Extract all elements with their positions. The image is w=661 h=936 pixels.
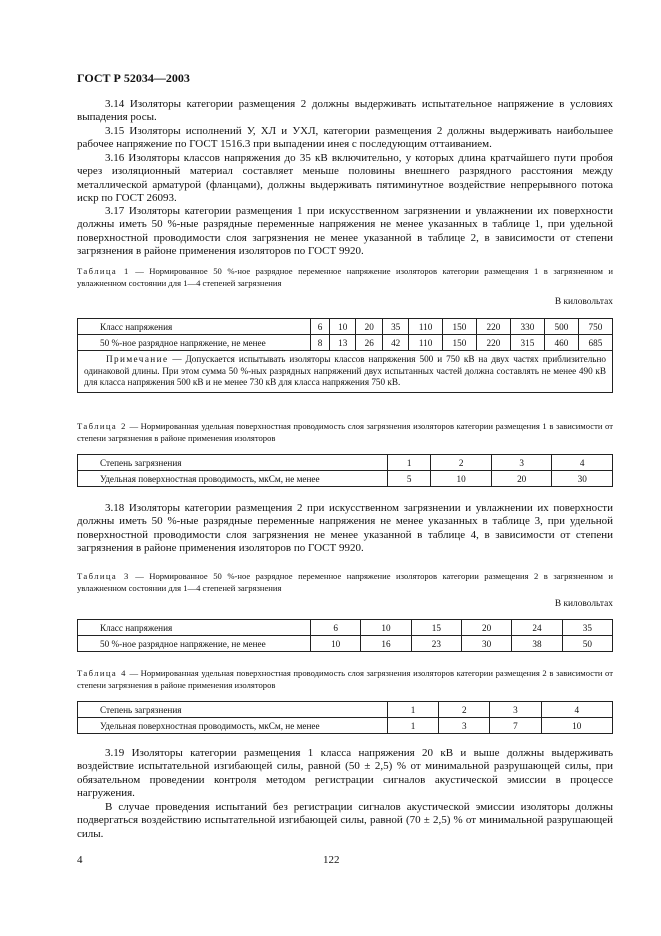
table-cell: 1 [388,455,431,471]
table-cell: 24 [512,620,562,636]
table3-row1-label: Класс напряжения [78,620,311,636]
table-row [78,455,613,471]
table-cell: 750 [578,319,612,335]
table-row [78,335,613,351]
table4 [77,701,613,734]
table-cell: 7 [490,718,541,734]
table-cell: 2 [431,455,492,471]
paragraph-3-14: 3.14 Изоляторы категории размещения 2 должны выдерживать испытательное напряжение в условиях выпадения росы. [77,98,613,124]
table2 [77,454,613,487]
table-cell: 15 [411,620,461,636]
table-cell: 150 [442,335,476,351]
table-cell: 26 [356,335,382,351]
table-cell: 30 [552,471,613,487]
table-cell: 35 [382,319,408,335]
table-cell: 10 [431,471,492,487]
paragraph-3-17: 3.17 Изоляторы категории размещения 1 при искусственном загрязнении и увлажнении их поверхности должны иметь 50 %-ные разрядные переменные напряжения не менее указанных в таблице 1, при удельной поверхностной проводимости слоя загрязнения не менее указанной в таблице 2, в зависимости от степени загрязнения в районе применения изоляторов по ГОСТ 9920. [77,205,613,258]
table-cell: 20 [356,319,382,335]
table-cell: 5 [388,471,431,487]
table-cell: 110 [409,319,442,335]
table-cell: 3 [491,455,552,471]
table-cell: 13 [329,335,355,351]
table2-row2-label: Удельная поверхностная проводимость, мкСм, не менее [78,471,388,487]
table1-unit: В киловольтах [554,297,613,307]
page-number-left: 4 [77,854,83,866]
paragraph-3-15: 3.15 Изоляторы исполнений У, ХЛ и УХЛ, категории размещения 2 должны выдерживать наибольшее рабочее напряжение по ГОСТ 1516.3 при выпадении инея с последующим оттаиванием. [77,125,613,151]
table-cell: 460 [544,335,578,351]
table-cell: 1 [388,702,439,718]
table-cell: 6 [311,620,361,636]
table1 [77,318,613,393]
table-cell: 10 [329,319,355,335]
paragraph-3-19-continued: В случае проведения испытаний без регистрации сигналов акустической эмиссии изоляторы должны подвергаться воздействию испытательной изгибающей силы, равной (70 ± 2,5) % от минимальной разрушающей силы. [77,801,613,840]
paragraph-3-19: 3.19 Изоляторы категории размещения 1 класса напряжения 20 кВ и выше должны выдерживать воздействие испытательной изгибающей силы, равной (50 ± 2,5) % от минимальной разрушающей силы, при обязательном проведении контроля методом регистрации сигналов акустической эмиссии в процессе нагружения. [77,747,613,800]
table-cell: 500 [544,319,578,335]
table-row [78,351,613,393]
table-cell: 30 [461,636,511,652]
table-row [78,636,613,652]
table-cell: 10 [311,636,361,652]
table4-caption [77,668,613,691]
table2-row1-label: Степень загрязнения [78,455,388,471]
table3-caption-text: — Нормированное 50 %-ное разрядное переменное напряжение изоляторов категории размещения 2 в загрязненном и увлажненном состоянии для 1—4 степеней загрязнения [77,571,613,593]
table-cell: 2 [439,702,490,718]
table4-row1-label: Степень загрязнения [78,702,388,718]
table2-caption [77,421,613,444]
table-row [78,718,613,734]
table3-caption [77,571,613,594]
table-cell: 220 [476,319,510,335]
table4-caption-text: — Нормированная удельная поверхностная проводимость слоя загрязнения изоляторов категории размещения 2 в зависимости от степени загрязнения в районе применения изоляторов [77,668,613,690]
table-cell: 220 [476,335,510,351]
table-cell: 315 [510,335,544,351]
table1-row2-label: 50 %-ное разрядное напряжение, не менее [78,335,311,351]
table-cell: 4 [552,455,613,471]
table-cell: 8 [311,335,330,351]
table1-caption-text: — Нормированное 50 %-ное разрядное переменное напряжение изоляторов категории размещения 1 в загрязненном и увлажненном состоянии для 1—4 степеней загрязнения [77,266,613,288]
table4-row2-label: Удельная поверхностная проводимость, мкСм, не менее [78,718,388,734]
table3-unit: В киловольтах [554,599,613,609]
table1-note-text: — Допускается испытывать изоляторы классов напряжения 500 и 750 кВ на двух частях приблизительно одинаковой длины. При этом сумма 50 %-ных разрядных напряжений двух испытанных частей должна составлять не менее 490 кВ для класса напряжения 500 кВ и не менее 730 кВ для класса напряжения 750 кВ. [84,354,606,388]
table-cell: 3 [439,718,490,734]
table4-caption-label: Таблица 4 [77,668,127,678]
table2-caption-text: — Нормированная удельная поверхностная проводимость слоя загрязнения изоляторов категории размещения 1 в зависимости от степени загрязнения в районе применения изоляторов [77,421,613,443]
table1-note [78,351,613,393]
table3-caption-label: Таблица 3 [77,571,130,581]
table2-caption-label: Таблица 2 [77,421,127,431]
page-number-center: 122 [323,854,340,866]
table1-caption [77,266,613,289]
table-row [78,620,613,636]
table-cell: 4 [541,702,612,718]
paragraph-3-18: 3.18 Изоляторы категории размещения 2 при искусственном загрязнении и увлажнении их поверхности должны иметь 50 %-ные разрядные переменные напряжения не менее указанных в таблице 3, при удельной поверхностной проводимости слоя загрязнения не менее указанной в таблице 4, в зависимости от степени загрязнения в районе применения изоляторов по ГОСТ 9920. [77,502,613,555]
document-header: ГОСТ Р 52034—2003 [77,71,190,85]
table1-row1-label: Класс напряжения [78,319,311,335]
table-cell: 1 [388,718,439,734]
table-cell: 330 [510,319,544,335]
table-cell: 42 [382,335,408,351]
table-cell: 23 [411,636,461,652]
table-cell: 50 [562,636,612,652]
table-cell: 6 [311,319,330,335]
table-cell: 38 [512,636,562,652]
table3-row2-label: 50 %-ное разрядное напряжение, не менее [78,636,311,652]
table-cell: 10 [541,718,612,734]
table-cell: 20 [491,471,552,487]
table-cell: 3 [490,702,541,718]
table1-caption-label: Таблица 1 [77,266,130,276]
table-cell: 20 [461,620,511,636]
table-cell: 10 [361,620,411,636]
paragraph-3-16: 3.16 Изоляторы классов напряжения до 35 кВ включительно, у которых длина кратчайшего пути пробоя через изоляционный материал составляет меньше половины внешнего разрядного расстояния между металлической арматурой (фланцами), должны выдерживать пятиминутное воздействие непрерывного потока искр по ГОСТ 26093. [77,152,613,205]
table-cell: 150 [442,319,476,335]
table-cell: 110 [409,335,442,351]
table-cell: 35 [562,620,612,636]
table-cell: 16 [361,636,411,652]
table3 [77,619,613,652]
table1-note-label: Примечание [106,354,169,364]
table-row [78,702,613,718]
table-row [78,471,613,487]
table-cell: 685 [578,335,612,351]
table-row [78,319,613,335]
